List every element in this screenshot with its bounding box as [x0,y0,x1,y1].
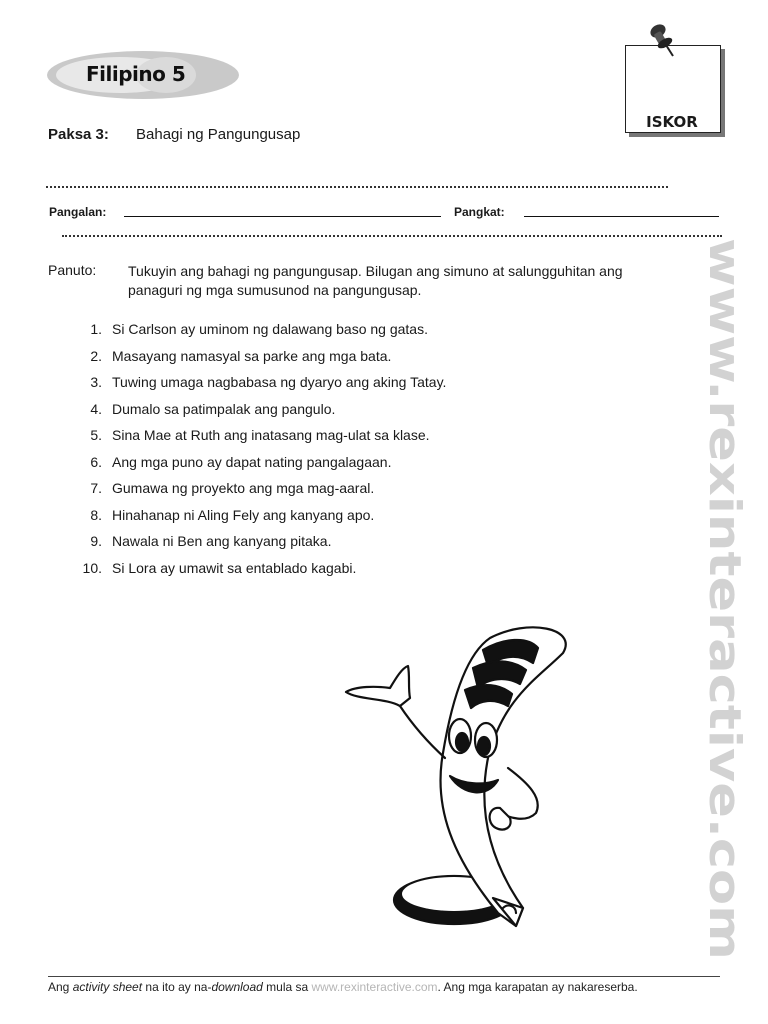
item-sentence: Tuwing umaga nagbabasa ng dyaryo ang aking Tatay. [112,374,447,390]
sentence-list [72,321,446,586]
name-field[interactable] [124,216,441,217]
footer-url-link[interactable]: www.rexinteractive.com [311,980,438,994]
list-item [72,374,446,401]
list-item [72,480,446,507]
item-sentence: Hinahanap ni Aling Fely ang kanyang apo. [112,506,375,523]
footer-middle-2: mula sa [262,980,312,994]
dotted-divider [62,235,722,237]
watermark [676,238,750,960]
instructions-text: Tukuyin ang bahagi ng pangungusap. Bilugan ang simuno at salungguhitan ang panaguri ng mga sumusunod na pangungusap. [128,263,623,298]
item-sentence: Gumawa ng proyekto ang mga mag-aaral. [112,480,375,496]
item-number: 2. [90,347,102,364]
item-sentence: Sina Mae at Ruth ang inatasang mag-ulat sa klase. [112,427,430,443]
item-number: 1. [90,321,102,337]
topic-title: Bahagi ng Pangungusap [136,126,301,143]
footer-download: download [211,980,263,994]
item-sentence: Si Carlson ay uminom ng dalawang baso ng gatas. [112,321,428,337]
subject-title: Filipino 5 [86,62,186,86]
item-number: 10. [82,559,102,576]
item-number: 4. [90,400,102,417]
list-item [72,454,446,481]
group-label: Pangkat: [454,205,505,219]
footer-middle: na ito ay na- [142,980,212,994]
name-label: Pangalan: [49,205,107,219]
footer-suffix: . Ang mga karapatan ay nakareserba. [437,980,638,994]
topic-label: Paksa 3: [48,126,109,143]
footer-activity: activity sheet [72,980,143,994]
watermark-text: www.rexinteractive.com [699,238,750,843]
list-item [72,533,446,560]
item-sentence: Si Lora ay umawit sa entablado kagabi. [112,559,357,576]
footer-divider [48,976,720,977]
pencil-mascot-illustration [338,608,578,946]
item-sentence: Nawala ni Ben ang kanyang pitaka. [112,533,332,549]
item-number: 5. [90,427,102,443]
instructions-label: Panuto: [48,262,97,278]
list-item [72,507,446,534]
item-number: 9. [90,533,102,549]
group-field[interactable] [524,216,719,217]
list-item [72,401,446,428]
item-number: 3. [90,374,102,390]
item-sentence: Masayang namasyal sa parke ang mga bata. [112,347,392,364]
push-pin-icon [645,22,679,60]
item-number: 6. [90,453,102,470]
footer-text [48,980,638,994]
footer-prefix: Ang [48,980,73,994]
score-label: ISKOR [646,113,698,131]
item-number: 7. [90,480,102,496]
item-sentence: Ang mga puno ay dapat nating pangalagaan. [112,453,392,470]
list-item [72,348,446,375]
dotted-divider [46,186,668,188]
item-sentence: Dumalo sa patimpalak ang pangulo. [112,400,336,417]
item-number: 8. [90,506,102,523]
list-item [72,560,446,587]
list-item [72,321,446,348]
list-item [72,427,446,454]
